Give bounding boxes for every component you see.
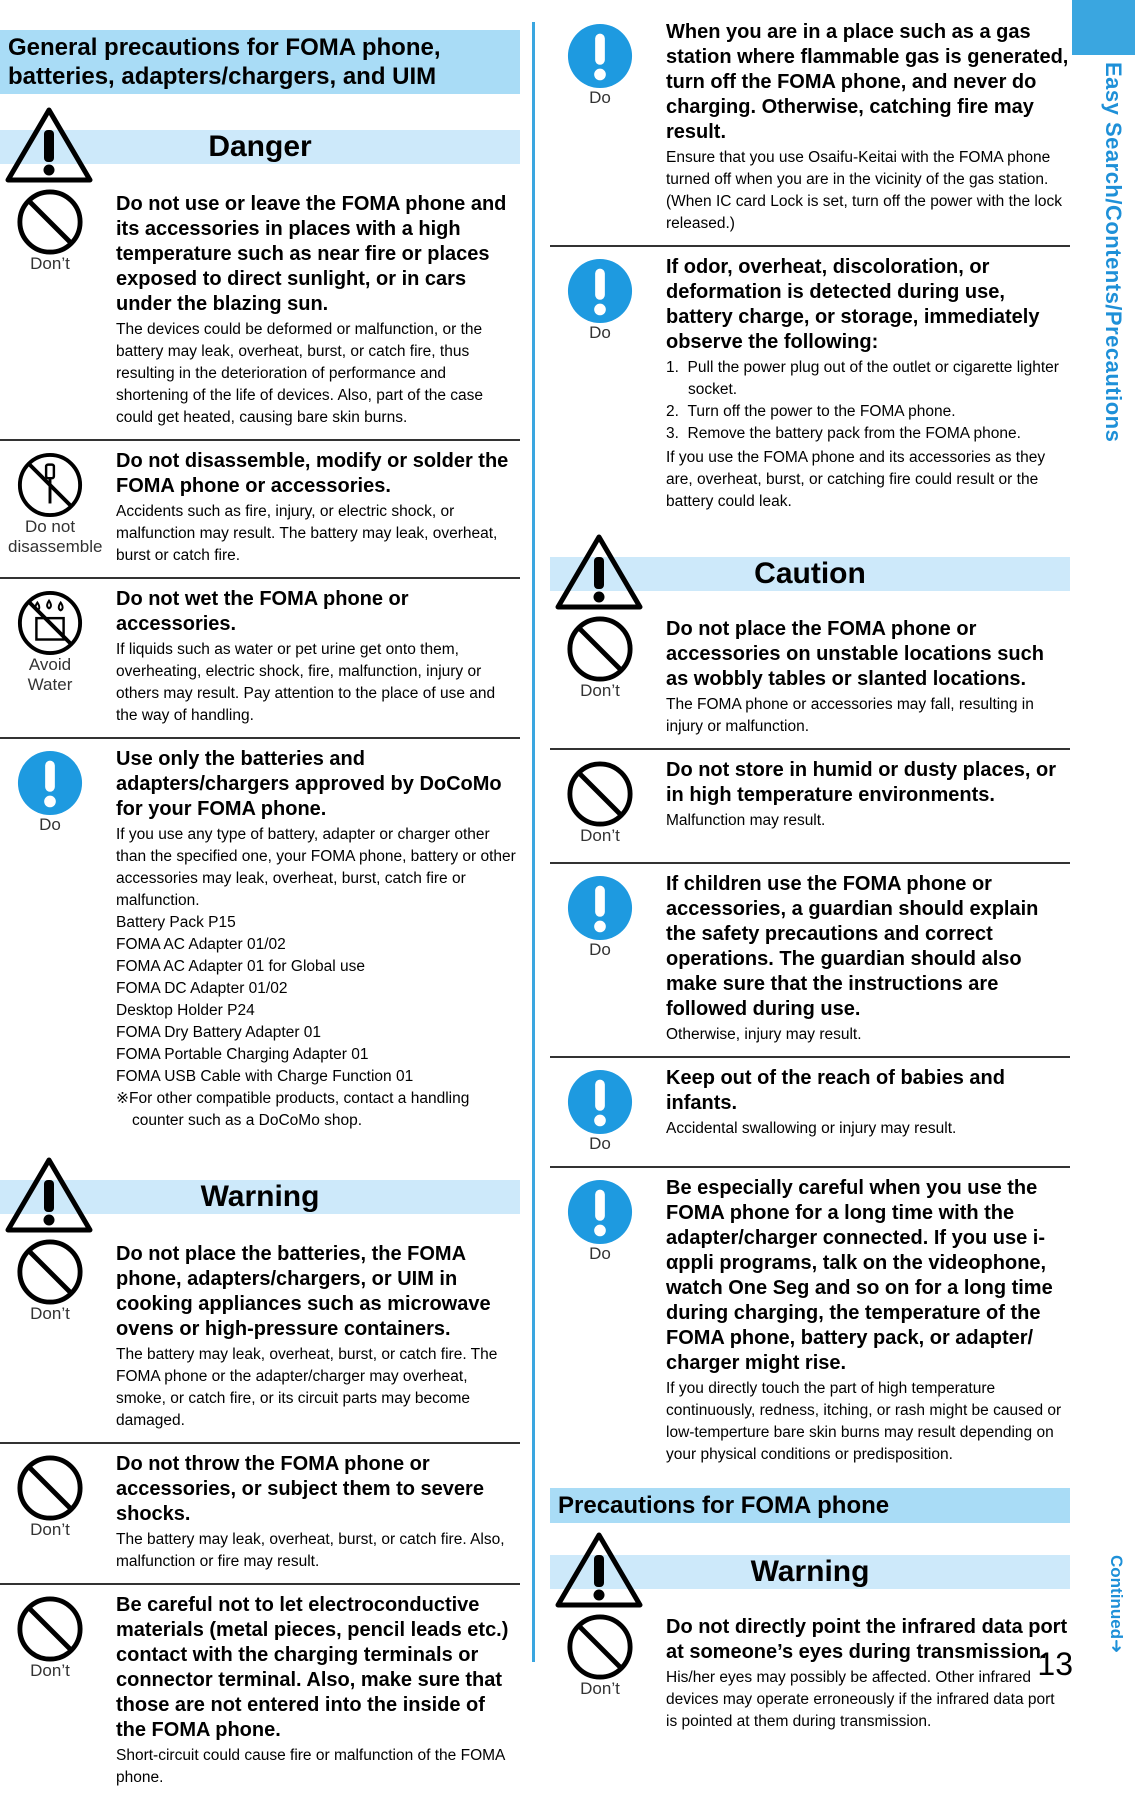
prohibited-icon: Don’t [8, 1454, 92, 1540]
sidebar-tab [1072, 0, 1135, 55]
prohibited-icon: Don’t [558, 1613, 642, 1699]
caution-item [550, 605, 1070, 750]
item-body: Accidental swallowing or injury may result. [666, 1120, 957, 1137]
item-body: His/her eyes may possibly be affected. Other infrared devices may operate erroneously if the infrared data port is pointed at them during transmission. [666, 1669, 1055, 1730]
prohibited-icon: Don’t [558, 760, 642, 846]
arrow-icon: ➜ [1107, 1639, 1126, 1654]
item-title: Do not use or leave the FOMA phone and its accessories in places with a high temperature such as near fire or places exposed to direct sunlight, or in cars under the blazing sun. [116, 193, 507, 315]
item-title: Do not directly point the infrared data port at someone’s eyes during transmission. [666, 1616, 1068, 1663]
caution-item [550, 1168, 1070, 1476]
list-item: FOMA DC Adapter 01/02 [116, 980, 288, 997]
caution-item [550, 864, 1070, 1058]
page-number: 13 [1037, 1646, 1073, 1682]
danger-item [0, 178, 520, 441]
list-item: 3. Remove the battery pack from the FOMA phone. [666, 425, 1021, 442]
product-list [116, 912, 520, 1132]
item-title: Use only the batteries and adapters/chargers approved by DoCoMo for your FOMA phone. [116, 748, 502, 820]
mandatory-icon: Do [558, 257, 642, 343]
left-column [0, 0, 520, 1799]
item-body: The battery may leak, overheat, burst, or catch fire. The FOMA phone or the adapter/charger may overheat, smoke, or catch fire, or its circuit parts may become damaged. [116, 1346, 498, 1429]
mandatory-icon: Do [558, 1068, 642, 1154]
caution-label: Caution [550, 557, 1070, 591]
warning-triangle-icon [4, 1156, 94, 1234]
item-title: Do not disassemble, modify or solder the FOMA phone or accessories. [116, 450, 509, 497]
section-title-foma: Precautions for FOMA phone [550, 1488, 1070, 1523]
item-title: Do not place the batteries, the FOMA phone, adapters/chargers, or UIM in cooking appliances such as microwave ovens or high-pressure containers. [116, 1243, 491, 1340]
item-body: If you directly touch the part of high temperature continuously, redness, itching, or rash might be caused or low-temperture bare skin burns may result depending on your physical conditions or predisposition. [666, 1380, 1062, 1463]
danger-item [0, 739, 520, 1142]
prohibited-icon: Don’t [8, 1238, 92, 1324]
danger-item [0, 441, 520, 579]
caution-header [550, 527, 1070, 605]
item-title: When you are in a place such as a gas station where flammable gas is generated, turn off the FOMA phone, and never do charging. Otherwise, catching fire may result. [666, 21, 1069, 143]
item-body: If you use the FOMA phone and its accessories as they are, overheat, burst, or catching fire could result or the battery could leak. [666, 449, 1046, 510]
mandatory-icon: Do [558, 874, 642, 960]
item-body: The battery may leak, overheat, burst, or catch fire. Also, malfunction or fire may result. [116, 1531, 505, 1570]
list-item: FOMA USB Cable with Charge Function 01 [116, 1068, 414, 1085]
list-item: FOMA Portable Charging Adapter 01 [116, 1046, 369, 1063]
caution-item [550, 1058, 1070, 1168]
item-title: If odor, overheat, discoloration, or deformation is detected during use, battery charge, or storage, immediately observe the following: [666, 256, 1040, 353]
warning-item [0, 1444, 520, 1585]
item-body: Ensure that you use Osaifu-Keitai with the FOMA phone turned off when you are in the vicinity of the gas station. (When IC card Lock is set, turn off the power with the lock released.) [666, 149, 1062, 232]
mandatory-icon: Do [558, 22, 642, 108]
list-item: Desktop Holder P24 [116, 1002, 255, 1019]
item-body: If liquids such as water or pet urine get onto them, overheating, electric shock, fire, malfunction, injury or others may result. Pay attention to the place of use and the way of handling. [116, 641, 496, 724]
list-item: FOMA AC Adapter 01 for Global use [116, 958, 365, 975]
item-body: Otherwise, injury may result. [666, 1026, 862, 1043]
item-title: If children use the FOMA phone or accessories, a guardian should explain the safety precautions and correct operations. The guardian should also make sure that the instructions are followed during use. [666, 873, 1039, 1020]
item-title: Do not wet the FOMA phone or accessories. [116, 588, 409, 635]
danger-item [0, 579, 520, 739]
danger-label: Danger [0, 130, 520, 164]
danger-item [550, 12, 1070, 247]
avoid-water-icon: Avoid Water [8, 589, 92, 695]
section-title-general: General precautions for FOMA phone, batteries, adapters/chargers, and UIM [0, 30, 520, 94]
item-body: If you use any type of battery, adapter or charger other than the specified one, your FOMA phone, battery or other accessories may leak, overheat, burst, catch fire or malfunction. [116, 826, 516, 909]
no-disassemble-icon: Do not disassemble [8, 451, 92, 557]
item-title: Keep out of the reach of babies and infants. [666, 1067, 1005, 1114]
item-body: Accidents such as fire, injury, or electric shock, or malfunction may result. The battery may leak, overheat, burst or catch fire. [116, 503, 498, 564]
warning-triangle-icon [554, 533, 644, 611]
item-body: Malfunction may result. [666, 812, 826, 829]
list-item: FOMA AC Adapter 01/02 [116, 936, 286, 953]
list-item: 2. Turn off the power to the FOMA phone. [666, 403, 956, 420]
step-list [666, 357, 1070, 445]
mandatory-icon: Do [558, 1178, 642, 1264]
continued-label: Continued➜ [1107, 1555, 1126, 1654]
item-body: The FOMA phone or accessories may fall, resulting in injury or malfunction. [666, 696, 1034, 735]
danger-item [550, 247, 1070, 523]
caution-item [550, 750, 1070, 864]
list-item: 1. Pull the power plug out of the outlet or cigarette lighter socket. [666, 359, 1059, 398]
sidebar-title: Easy Search/Contents/Precautions [1101, 62, 1126, 443]
right-column [550, 0, 1070, 1743]
warning-item [0, 1228, 520, 1444]
item-title: Be careful not to let electroconductive materials (metal pieces, pencil leads etc.) contact with the charging terminals or connector terminal. Also, make sure that those are not entered into the inside of the FOMA phone. [116, 1594, 509, 1741]
warning-triangle-icon [554, 1531, 644, 1609]
warning-header [0, 1150, 520, 1228]
column-divider [532, 22, 535, 1662]
mandatory-icon: Do [8, 749, 92, 835]
item-title: Do not place the FOMA phone or accessories on unstable locations such as wobbly tables or slanted locations. [666, 618, 1044, 690]
warning-label: Warning [550, 1555, 1070, 1589]
prohibited-icon: Don’t [8, 188, 92, 274]
note: ※For other compatible products, contact a handling counter such as a DoCoMo shop. [116, 1090, 470, 1129]
warning-item [550, 1603, 1070, 1743]
item-title: Do not store in humid or dusty places, or in high temperature environments. [666, 759, 1057, 806]
warning-item [0, 1585, 520, 1799]
item-body: The devices could be deformed or malfunction, or the battery may leak, overheat, burst, or catch fire, thus resulting in the deterioration of performance and shortening of the life of devices. Also, part of the case could get heated, causing bare skin burns. [116, 321, 484, 426]
list-item: Battery Pack P15 [116, 914, 236, 931]
item-body: Short-circuit could cause fire or malfunction of the FOMA phone. [116, 1747, 505, 1786]
prohibited-icon: Don’t [8, 1595, 92, 1681]
warning-label: Warning [0, 1180, 520, 1214]
list-item: FOMA Dry Battery Adapter 01 [116, 1024, 322, 1041]
sidebar [1072, 0, 1135, 1697]
warning-header [550, 1525, 1070, 1603]
danger-header [0, 100, 520, 178]
item-title: Do not throw the FOMA phone or accessories, or subject them to severe shocks. [116, 1453, 484, 1525]
item-title: Be especially careful when you use the FOMA phone for a long time with the adapter/charger connected. If you use i-αppli programs, talk on the videophone, watch One Seg and so on for a long time during charging, the temperature of the FOMA phone, battery pack, or adapter/ charger might rise. [666, 1177, 1053, 1374]
warning-triangle-icon [4, 106, 94, 184]
prohibited-icon: Don’t [558, 615, 642, 701]
